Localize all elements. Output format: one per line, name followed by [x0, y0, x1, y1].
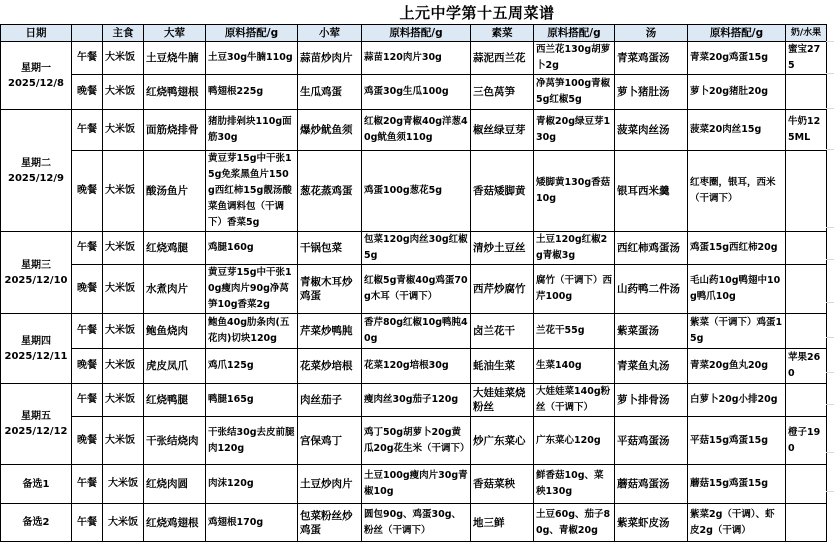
extra-cell: 苹果260: [786, 349, 827, 384]
main-ingredients-cell: 黄豆芽15g中干张15g免浆黑鱼片150g西红柿15g靓汤酸菜鱼调料包（干调下）香菜5g: [206, 151, 298, 232]
soup-cell: 萝卜排骨汤: [615, 384, 688, 417]
soup-ingredients-cell: 毛山药10g鸭翅中10g鸭爪10g: [688, 265, 786, 314]
header-soup: 汤: [615, 25, 688, 42]
side-meat-cell: 爆炒鱿鱼须: [298, 110, 362, 151]
veg-cell: 香菇菜秧: [471, 465, 534, 504]
soup-ingredients-cell: 青菜20g鸡蛋15g: [688, 42, 786, 75]
staple-cell: 大米饭: [103, 314, 144, 349]
table-row: [1, 151, 827, 232]
soup-ingredients-cell: 紫菜2g（干调）、虾皮2g（干调）: [688, 504, 786, 542]
day-date: 2025/12/8: [7, 77, 64, 89]
meal-cell: 午餐: [72, 504, 103, 542]
veg-ingredients-cell: 腐竹（干调下）西芹100g: [534, 265, 615, 314]
table-row: [1, 314, 827, 349]
header-meal: [72, 25, 103, 42]
staple-cell: 大米饭: [103, 504, 144, 542]
header-main-ingredients: 原料搭配/g: [206, 25, 298, 42]
main-ingredients-cell: 肉沫120g: [206, 465, 298, 504]
soup-cell: 紫菜虾皮汤: [615, 504, 688, 542]
table-row: [1, 75, 827, 110]
main-dish-cell: 土豆烧牛腩: [144, 42, 206, 75]
title-text: 上元中学第十五周菜谱: [399, 4, 555, 22]
side-meat-cell: 干锅包菜: [298, 232, 362, 265]
soup-ingredients-cell: 紫菜（干调下）鸡蛋15g: [688, 314, 786, 349]
soup-cell: 平菇鸡蛋汤: [615, 417, 688, 465]
veg-cell: 地三鲜: [471, 504, 534, 542]
soup-cell: 山药鸭二件汤: [615, 265, 688, 314]
main-ingredients-cell: 干张结30g去皮前腿肉120g: [206, 417, 298, 465]
staple-cell: 大米饭: [103, 151, 144, 232]
side-ingredients-cell: 圆包90g、鸡蛋30g、粉丝（干调下）: [362, 504, 471, 542]
staple-cell: 大米饭: [103, 265, 144, 314]
gridline: [826, 452, 834, 453]
day-cell: [1, 314, 72, 384]
side-meat-cell: 土豆炒肉片: [298, 465, 362, 504]
soup-ingredients-cell: 蘑菇15g鸡蛋15g: [688, 465, 786, 504]
main-ingredients-cell: 黄豆芽15g中干张10g瘦肉片90g净莴笋10g香菜2g: [206, 265, 298, 314]
soup-cell: 青菜鸡蛋汤: [615, 42, 688, 75]
veg-cell: 蒜泥西兰花: [471, 42, 534, 75]
side-ingredients-cell: 土豆100g瘦肉片30g青椒10g: [362, 465, 471, 504]
veg-ingredients-cell: 土豆60g、茄子80g、青椒20g: [534, 504, 615, 542]
meal-cell: 午餐: [72, 232, 103, 265]
meal-cell: 午餐: [72, 465, 103, 504]
veg-cell: 蚝油生菜: [471, 349, 534, 384]
header-date: 日期: [1, 25, 72, 42]
staple-cell: 大米饭: [103, 232, 144, 265]
extra-cell: [786, 384, 827, 417]
staple-cell: 大米饭: [103, 75, 144, 110]
soup-cell: 西红柿鸡蛋汤: [615, 232, 688, 265]
side-ingredients-cell: 鸡蛋100g葱花5g: [362, 151, 471, 232]
gridline: [826, 372, 834, 373]
main-dish-cell: 虎皮凤爪: [144, 349, 206, 384]
main-ingredients-cell: 鸡爪125g: [206, 349, 298, 384]
veg-cell: 椒丝绿豆芽: [471, 110, 534, 151]
header-veg-ingredients: 原料搭配/g: [534, 25, 615, 42]
soup-cell: 银耳西米羹: [615, 151, 688, 232]
side-ingredients-cell: 鸡蛋30g生瓜100g: [362, 75, 471, 110]
main-dish-cell: 红烧鸭翅根: [144, 75, 206, 110]
veg-ingredients-cell: 广东菜心120g: [534, 417, 615, 465]
main-ingredients-cell: 鸡腿160g: [206, 232, 298, 265]
veg-cell: 大娃娃菜烧粉丝: [471, 384, 534, 417]
side-ingredients-cell: 瘦肉丝30g茄子120g: [362, 384, 471, 417]
main-dish-cell: 红烧鸡翅根: [144, 504, 206, 542]
veg-cell: 炒广东菜心: [471, 417, 534, 465]
soup-ingredients-cell: 白萝卜20g小排20g: [688, 384, 786, 417]
soup-cell: 菠菜肉丝汤: [615, 110, 688, 151]
soup-ingredients-cell: 红枣圈，银耳，西米（干调下）: [688, 151, 786, 232]
soup-ingredients-cell: 青菜20g鱼丸20g: [688, 349, 786, 384]
staple-cell: 大米饭: [103, 384, 144, 417]
day-cell: [1, 232, 72, 314]
gridline: [826, 259, 834, 260]
side-ingredients-cell: 包菜120g肉丝30g红椒5g: [362, 232, 471, 265]
day-cell: [1, 110, 72, 232]
header-side-ingredients: 原料搭配/g: [362, 25, 471, 42]
day-label: 星期三: [21, 259, 51, 271]
menu-table: [0, 24, 827, 542]
gridline: [826, 108, 834, 109]
day-label: 星期二: [21, 157, 51, 169]
extra-cell: [786, 265, 827, 314]
table-row: [1, 465, 827, 504]
alternate-label: 备选1: [1, 465, 72, 504]
veg-ingredients-cell: 大娃娃菜140g粉丝（干调下）: [534, 384, 615, 417]
side-ingredients-cell: 鸡丁50g胡萝卜20g黄瓜20g花生米（干调下）: [362, 417, 471, 465]
meal-cell: 午餐: [72, 314, 103, 349]
gridline: [826, 302, 834, 303]
day-date: 2025/12/10: [4, 274, 68, 286]
veg-cell: 香菇矮脚黄: [471, 151, 534, 232]
veg-ingredients-cell: 土豆120g红椒2g青椒3g: [534, 232, 615, 265]
staple-cell: 大米饭: [103, 417, 144, 465]
side-meat-cell: 葱花蒸鸡蛋: [298, 151, 362, 232]
day-date: 2025/12/9: [7, 172, 64, 184]
side-meat-cell: 宫保鸡丁: [298, 417, 362, 465]
gridline: [826, 41, 834, 42]
meal-cell: 晚餐: [72, 75, 103, 110]
extra-cell: 橙子190: [786, 417, 827, 465]
side-meat-cell: 肉丝茄子: [298, 384, 362, 417]
extra-cell: [786, 151, 827, 232]
extra-cell: 蜜宝275: [786, 42, 827, 75]
day-cell: [1, 42, 72, 110]
main-ingredients-cell: 鸭腿165g: [206, 384, 298, 417]
main-dish-cell: 鲍鱼烧肉: [144, 314, 206, 349]
veg-ingredients-cell: 净莴笋100g青椒5g红椒5g: [534, 75, 615, 110]
header-veg: 素菜: [471, 25, 534, 42]
header-extra: 奶/水果: [786, 25, 827, 42]
main-ingredients-cell: 鸭翅根225g: [206, 75, 298, 110]
table-row: [1, 265, 827, 314]
day-label: 星期一: [21, 62, 51, 74]
gridline: [826, 149, 834, 150]
header-row: [1, 25, 827, 42]
main-dish-cell: 面筋烧排骨: [144, 110, 206, 151]
table-row: [1, 232, 827, 265]
soup-cell: 萝卜猪肚汤: [615, 75, 688, 110]
side-ingredients-cell: 红椒5g青椒40g鸡蛋70g木耳（干调下）: [362, 265, 471, 314]
soup-ingredients-cell: 平菇15g鸡蛋15g: [688, 417, 786, 465]
table-row: [1, 384, 827, 417]
main-dish-cell: 干张结烧肉: [144, 417, 206, 465]
gridline: [826, 404, 834, 405]
main-dish-cell: 红烧鸡腿: [144, 232, 206, 265]
staple-cell: 大米饭: [103, 110, 144, 151]
meal-cell: 午餐: [72, 384, 103, 417]
day-date: 2025/12/11: [4, 350, 68, 362]
main-ingredients-cell: 土豆30g牛腩110g: [206, 42, 298, 75]
meal-cell: 午餐: [72, 110, 103, 151]
side-ingredients-cell: 蒜苗120肉片30g: [362, 42, 471, 75]
main-ingredients-cell: 鸡翅根170g: [206, 504, 298, 542]
meal-cell: 晚餐: [72, 349, 103, 384]
header-side-meat: 小荤: [298, 25, 362, 42]
header-main-dish: 大荤: [144, 25, 206, 42]
meal-cell: 晚餐: [72, 417, 103, 465]
veg-ingredients-cell: 矮脚黄130g香菇10g: [534, 151, 615, 232]
meal-cell: 午餐: [72, 42, 103, 75]
side-meat-cell: 芹菜炒鸭肫: [298, 314, 362, 349]
veg-cell: 西芹炒腐竹: [471, 265, 534, 314]
gridline: [826, 491, 834, 492]
table-row: [1, 417, 827, 465]
veg-ingredients-cell: 兰花干55g: [534, 314, 615, 349]
main-dish-cell: 水煮肉片: [144, 265, 206, 314]
soup-ingredients-cell: 菠菜20肉丝15g: [688, 110, 786, 151]
veg-cell: 清炒土豆丝: [471, 232, 534, 265]
header-soup-ingredients: 原料搭配/g: [688, 25, 786, 42]
main-ingredients-cell: 猪肋排剁块110g面筋30g: [206, 110, 298, 151]
soup-cell: 青菜鱼丸汤: [615, 349, 688, 384]
veg-cell: 三色莴笋: [471, 75, 534, 110]
side-meat-cell: 生瓜鸡蛋: [298, 75, 362, 110]
main-dish-cell: 红烧肉圆: [144, 465, 206, 504]
table-row: [1, 110, 827, 151]
page-title: [0, 2, 834, 24]
day-label: 星期四: [21, 335, 51, 347]
staple-cell: 大米饭: [103, 349, 144, 384]
main-dish-cell: 酸汤鱼片: [144, 151, 206, 232]
meal-cell: 晚餐: [72, 151, 103, 232]
extra-cell: 牛奶125ML: [786, 110, 827, 151]
veg-ingredients-cell: 西兰花130g胡萝卜2g: [534, 42, 615, 75]
veg-ingredients-cell: 青椒20g绿豆芽130g: [534, 110, 615, 151]
soup-ingredients-cell: 鸡蛋15g西红柿20g: [688, 232, 786, 265]
side-meat-cell: 蒜苗炒肉片: [298, 42, 362, 75]
extra-cell: [786, 75, 827, 110]
header-staple: 主食: [103, 25, 144, 42]
soup-cell: 紫菜蛋汤: [615, 314, 688, 349]
side-ingredients-cell: 香芹80g红椒10g鸭肫40g: [362, 314, 471, 349]
extra-cell: [786, 232, 827, 265]
extra-cell: [786, 314, 827, 349]
veg-cell: 卤兰花干: [471, 314, 534, 349]
table-row: [1, 42, 827, 75]
side-meat-cell: 包菜粉丝炒鸡蛋: [298, 504, 362, 542]
gridline: [826, 73, 834, 74]
side-ingredients-cell: 红椒20g青椒40g洋葱40g鱿鱼须110g: [362, 110, 471, 151]
side-meat-cell: 花菜炒培根: [298, 349, 362, 384]
extra-cell: [786, 465, 827, 504]
alternate-label: 备选2: [1, 504, 72, 542]
gridline: [826, 227, 834, 228]
day-date: 2025/12/12: [4, 426, 68, 437]
staple-cell: 大米饭: [103, 465, 144, 504]
main-ingredients-cell: 鲍鱼40g肋条肉(五花肉)切块120g: [206, 314, 298, 349]
soup-cell: 蘑菇鸡蛋汤: [615, 465, 688, 504]
day-cell: [1, 384, 72, 465]
meal-cell: 晚餐: [72, 265, 103, 314]
side-ingredients-cell: 花菜120g培根30g: [362, 349, 471, 384]
table-row: [1, 349, 827, 384]
gridline: [826, 337, 834, 338]
veg-ingredients-cell: 生菜140g: [534, 349, 615, 384]
main-dish-cell: 红烧鸭腿: [144, 384, 206, 417]
veg-ingredients-cell: 鲜香菇10g、菜秧130g: [534, 465, 615, 504]
day-label: 星期五: [21, 411, 51, 422]
soup-ingredients-cell: 萝卜20g猪肚20g: [688, 75, 786, 110]
side-meat-cell: 青椒木耳炒鸡蛋: [298, 265, 362, 314]
staple-cell: 大米饭: [103, 42, 144, 75]
